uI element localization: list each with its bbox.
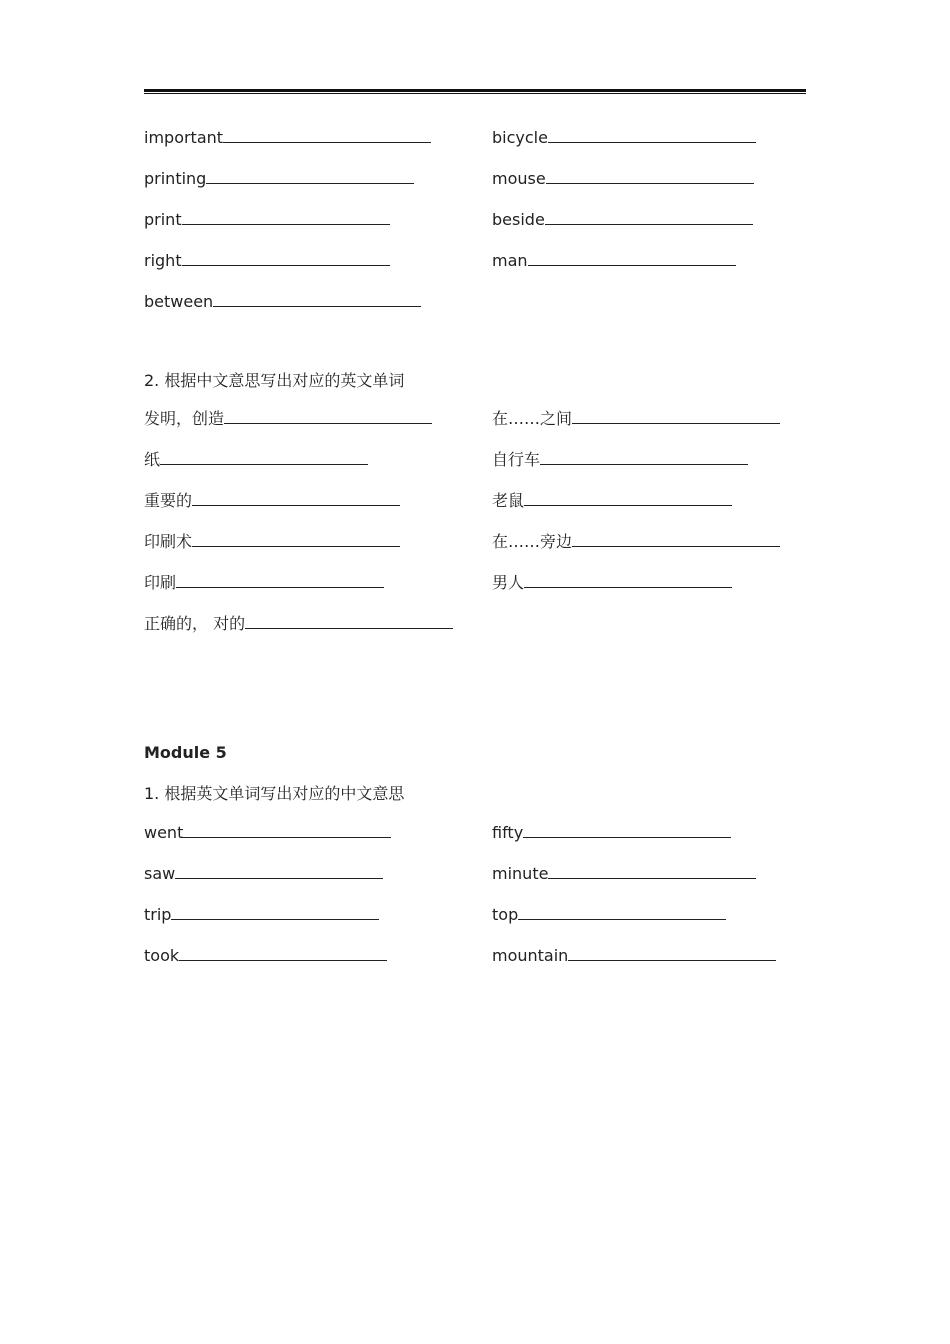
word-item	[492, 862, 756, 884]
answer-blank[interactable]	[545, 208, 753, 225]
word-item	[492, 167, 754, 189]
word-label: 在……之间	[492, 409, 573, 428]
word-item	[144, 571, 384, 593]
word-item	[144, 208, 390, 230]
word-item	[492, 530, 780, 552]
answer-blank[interactable]	[192, 489, 400, 506]
word-label: 印刷	[144, 573, 177, 592]
word-item	[492, 821, 731, 843]
answer-blank[interactable]	[245, 612, 453, 629]
word-label: top	[492, 905, 519, 924]
word-label: 重要的	[144, 491, 193, 510]
word-item	[144, 249, 390, 271]
word-item	[492, 489, 732, 511]
word-label: mouse	[492, 169, 546, 188]
word-label: 发明，创造	[144, 409, 225, 428]
word-item	[492, 903, 726, 925]
section-heading: 1. 根据英文单词写出对应的中文意思	[144, 784, 405, 803]
answer-blank[interactable]	[206, 167, 414, 184]
word-label: 印刷术	[144, 532, 193, 551]
word-item	[144, 489, 400, 511]
word-label: important	[144, 128, 224, 147]
word-label: between	[144, 292, 214, 311]
word-item	[144, 903, 379, 925]
answer-blank[interactable]	[182, 208, 390, 225]
word-label: right	[144, 251, 182, 270]
word-label: went	[144, 823, 184, 842]
answer-blank[interactable]	[540, 448, 748, 465]
word-label: printing	[144, 169, 207, 188]
word-label: saw	[144, 864, 176, 883]
word-item	[144, 862, 383, 884]
answer-blank[interactable]	[518, 903, 726, 920]
word-label: 男人	[492, 573, 525, 592]
header-rule-thin	[144, 93, 806, 94]
answer-blank[interactable]	[171, 903, 379, 920]
word-item	[144, 167, 414, 189]
answer-blank[interactable]	[160, 448, 368, 465]
word-label: took	[144, 946, 180, 965]
answer-blank[interactable]	[183, 821, 391, 838]
section-heading: 2. 根据中文意思写出对应的英文单词	[144, 371, 405, 390]
answer-blank[interactable]	[179, 944, 387, 961]
word-label: minute	[492, 864, 549, 883]
answer-blank[interactable]	[223, 126, 431, 143]
answer-blank[interactable]	[572, 530, 780, 547]
word-item	[144, 448, 368, 470]
word-item	[492, 944, 776, 966]
answer-blank[interactable]	[182, 249, 390, 266]
word-label: 正确的， 对的	[144, 614, 246, 633]
word-label: mountain	[492, 946, 569, 965]
word-item	[492, 208, 753, 230]
answer-blank[interactable]	[572, 407, 780, 424]
answer-blank[interactable]	[213, 290, 421, 307]
module-title: Module 5	[144, 743, 227, 762]
word-item	[144, 530, 400, 552]
answer-blank[interactable]	[528, 249, 736, 266]
word-item	[492, 571, 732, 593]
word-item	[144, 821, 391, 843]
answer-blank[interactable]	[546, 167, 754, 184]
word-label: man	[492, 251, 528, 270]
word-item	[144, 290, 421, 312]
word-item	[492, 407, 780, 429]
word-item	[492, 448, 748, 470]
word-item	[144, 126, 431, 148]
answer-blank[interactable]	[568, 944, 776, 961]
word-label: trip	[144, 905, 172, 924]
word-label: 自行车	[492, 450, 541, 469]
word-label: beside	[492, 210, 545, 229]
word-label: print	[144, 210, 182, 229]
word-label: 纸	[144, 450, 161, 469]
word-label: fifty	[492, 823, 524, 842]
word-item	[144, 944, 387, 966]
header-rule	[144, 89, 806, 92]
answer-blank[interactable]	[175, 862, 383, 879]
answer-blank[interactable]	[524, 489, 732, 506]
word-label: bicycle	[492, 128, 548, 147]
answer-blank[interactable]	[524, 571, 732, 588]
word-item	[144, 407, 432, 429]
answer-blank[interactable]	[224, 407, 432, 424]
word-item	[492, 249, 736, 271]
answer-blank[interactable]	[548, 862, 756, 879]
answer-blank[interactable]	[548, 126, 756, 143]
word-label: 老鼠	[492, 491, 525, 510]
answer-blank[interactable]	[176, 571, 384, 588]
word-item	[492, 126, 756, 148]
word-item	[144, 612, 453, 634]
word-label: 在……旁边	[492, 532, 573, 551]
answer-blank[interactable]	[192, 530, 400, 547]
answer-blank[interactable]	[523, 821, 731, 838]
